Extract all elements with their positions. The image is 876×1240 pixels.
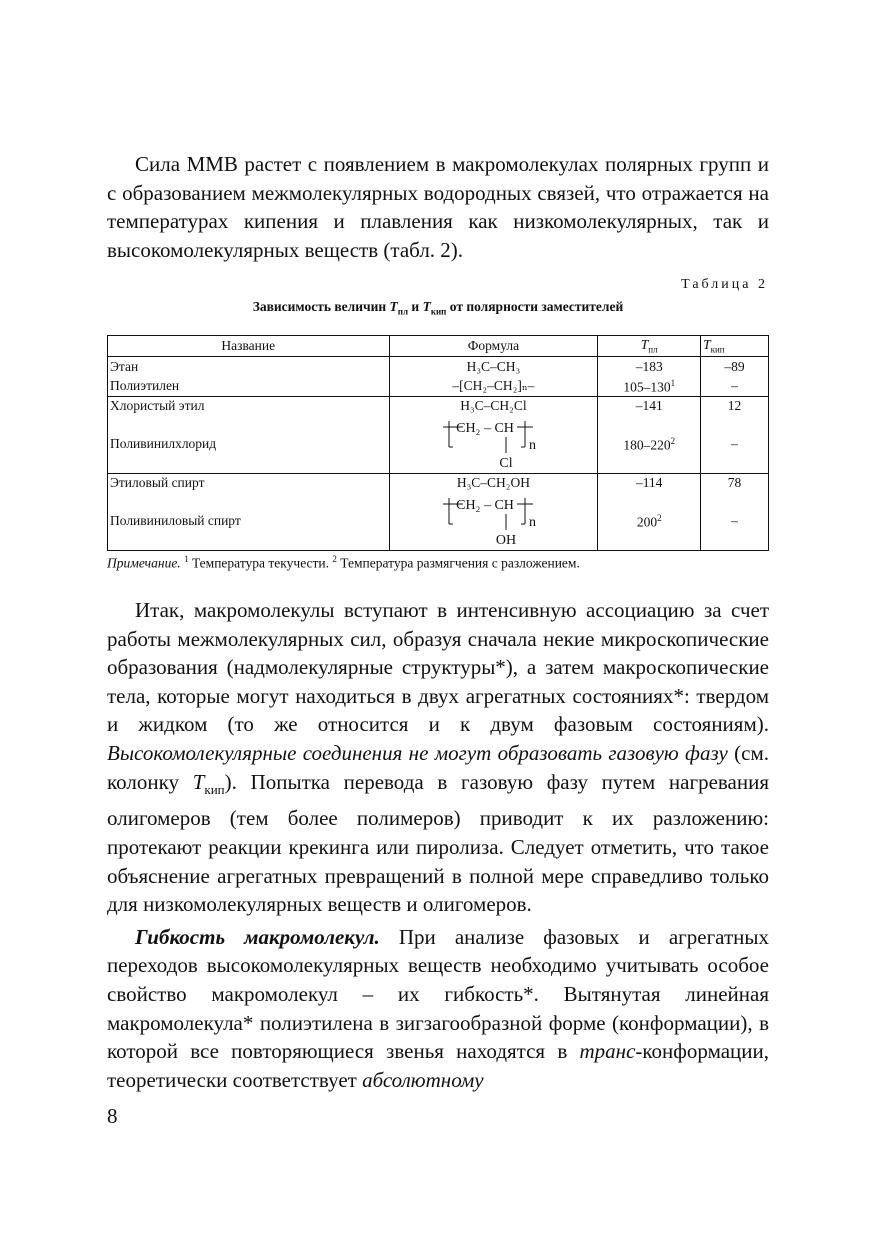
table-note: Примечание. $^1$ Температура текучести. $^2$ Температура размягчения с разложением. <box>107 554 580 571</box>
header-formula: Формула <box>389 336 598 357</box>
pva-structure-formula <box>389 492 598 551</box>
table-row: Полиэтилен –[CH₂–CH₂]ₙ– $105-130^1$ – <box>108 375 769 396</box>
page-number: 8 <box>107 1104 118 1128</box>
intro-paragraph: Сила ММВ растет с появлением в макромолекулах полярных групп и с образованием межмолекулярных водородных связей, что отражается на температурах кипения и плавления как низкомолекулярных, так и высокомолекулярных веществ (табл. 2). <box>107 152 769 262</box>
pva-structure-svg <box>433 494 553 548</box>
pvc-substituent: Cl <box>499 455 514 471</box>
pvc-main: CH₂ – CH <box>456 420 515 436</box>
table-header-row <box>108 336 769 357</box>
header-name: Название <box>108 336 390 357</box>
table-row: Поливиниловый спирт CH₂ – CH n OH $200^2$ – <box>108 492 769 551</box>
pvc-structure-svg <box>433 417 553 471</box>
paragraph-flexibility: Гибкость макромолекул. При анализе фазовых и агрегатных переходов высокомолекулярных веществ необходимо учитывать особое свойство макромолекул – их гибкость*. Вытянутая линейная макромолекула* полиэтилена в зигзагообразной форме (конформации), в которой все повторяющиеся звенья находятся в транс-конформации, теоретически соответствует абсолютному <box>107 924 769 1092</box>
pva-substituent: OH <box>496 532 517 548</box>
table-row: Этан H₃C–CH₃ –183 –89 <box>108 357 769 376</box>
table-title: Зависимость величин $T_{пл}$ и $T_{кип}$ от полярности заместителей <box>252 299 624 317</box>
table-row: Этиловый спирт H₃C–CH₂OH –114 78 <box>108 473 769 492</box>
paragraph-association: Итак, макромолекулы вступают в интенсивную ассоциацию за счет работы межмолекулярных сил, образуя сначала некие микроскопические образования (надмолекулярные структуры*), а затем макроскопические тела, которые могут находиться в двух агрегатных состояниях*: твердом и жидком (то же относится и к двум фазовым состояниям). Высокомолекулярные соединения не могут образовать газовую фазу (см. колонку $T_{кип}$). Попытка перевода в газовую фазу путем нагревания олигомеров (тем более полимеров) приводит к их разложению: протекают реакции крекинга или пиролиза. Следует отметить, что такое объяснение агрегатных превращений в полной мере справедливо только для низкомолекулярных веществ и олигомеров. <box>107 598 769 917</box>
header-t-boil: $T_{кип}$ <box>701 336 769 357</box>
pva-n: n <box>529 514 537 530</box>
pva-main: CH₂ – CH <box>456 497 515 513</box>
pvc-n: n <box>529 437 537 453</box>
polarity-table <box>107 335 769 551</box>
body-paragraphs <box>107 596 769 1094</box>
header-t-melt: $T_{пл}$ <box>598 336 701 357</box>
table-number: Таблица 2 <box>681 277 768 292</box>
intro-paragraph-block <box>107 150 769 264</box>
table-row: Хлористый этил H₃C–CH₂Cl –141 12 <box>108 396 769 415</box>
pvc-structure-formula <box>389 415 598 474</box>
table-row: Поливинилхлорид CH₂ – CH n Cl $180-220^2$ – <box>108 415 769 474</box>
